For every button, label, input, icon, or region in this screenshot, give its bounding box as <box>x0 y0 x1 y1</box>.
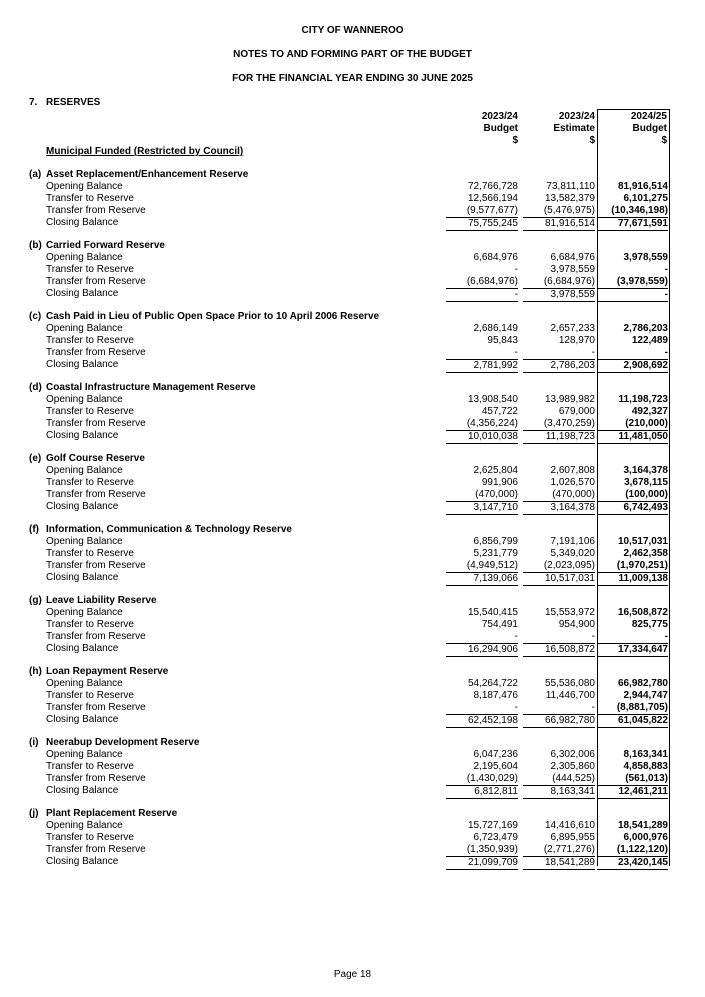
value-budget-2023-24: - <box>514 347 518 358</box>
row-label: Transfer from Reserve <box>46 489 146 500</box>
closing-balance-row <box>0 856 705 868</box>
row-label: Transfer to Reserve <box>46 264 134 275</box>
value-budget-2024-25: 2,908,692 <box>597 359 668 373</box>
reserve-title: Loan Repayment Reserve <box>46 666 169 677</box>
value-budget-2023-24: 6,812,811 <box>446 785 518 799</box>
row-label: Opening Balance <box>46 252 123 263</box>
value-estimate-2023-24: 1,026,570 <box>550 477 595 488</box>
value-estimate-2023-24: 3,978,559 <box>523 288 595 302</box>
table-row <box>0 394 705 406</box>
value-budget-2024-25: 17,334,647 <box>597 643 668 657</box>
value-budget-2024-25: (1,970,251) <box>616 560 668 571</box>
closing-balance-row <box>0 785 705 797</box>
row-label: Opening Balance <box>46 678 123 689</box>
table-row <box>0 690 705 702</box>
value-budget-2023-24: (4,949,512) <box>466 560 518 571</box>
row-label: Closing Balance <box>46 785 119 796</box>
value-estimate-2023-24: 11,198,723 <box>523 430 595 444</box>
value-budget-2024-25: 8,163,341 <box>623 749 668 760</box>
reserve-title: Coastal Infrastructure Management Reserve <box>46 382 256 393</box>
value-estimate-2023-24: 55,536,080 <box>544 678 595 689</box>
value-estimate-2023-24: - <box>591 347 595 358</box>
value-budget-2024-25: (561,013) <box>625 773 668 784</box>
value-estimate-2023-24: - <box>591 631 595 642</box>
value-estimate-2023-24: (3,470,259) <box>543 418 595 429</box>
table-row <box>0 607 705 619</box>
row-label: Transfer to Reserve <box>46 548 134 559</box>
value-budget-2024-25: - <box>664 347 668 358</box>
reserve-title: Asset Replacement/Enhancement Reserve <box>46 169 249 180</box>
value-budget-2023-24: 754,491 <box>481 619 518 630</box>
row-label: Transfer from Reserve <box>46 844 146 855</box>
value-estimate-2023-24: (444,525) <box>552 773 595 784</box>
table-row <box>0 181 705 193</box>
table-row <box>0 465 705 477</box>
table-row <box>0 264 705 276</box>
value-estimate-2023-24: 66,982,780 <box>523 714 595 728</box>
value-budget-2024-25: 2,944,747 <box>623 690 668 701</box>
value-budget-2023-24: 21,099,709 <box>446 856 518 870</box>
page-number: Page 18 <box>333 969 372 980</box>
value-budget-2024-25: 23,420,145 <box>597 856 668 870</box>
value-estimate-2023-24: 2,305,860 <box>550 761 595 772</box>
value-budget-2024-25: 2,462,358 <box>623 548 668 559</box>
table-row <box>0 536 705 548</box>
value-estimate-2023-24: 679,000 <box>558 406 595 417</box>
value-budget-2023-24: 6,856,799 <box>473 536 518 547</box>
closing-balance-row <box>0 572 705 584</box>
value-estimate-2023-24: 73,811,110 <box>546 181 595 192</box>
value-budget-2024-25: 18,541,289 <box>617 820 668 831</box>
value-budget-2023-24: 15,727,169 <box>467 820 518 831</box>
value-budget-2023-24: 3,147,710 <box>446 501 518 515</box>
value-budget-2023-24: 5,231,779 <box>473 548 518 559</box>
reserve-title-row <box>0 524 705 536</box>
value-budget-2024-25: 77,671,591 <box>597 217 668 231</box>
table-row <box>0 560 705 572</box>
row-label: Closing Balance <box>46 856 119 867</box>
table-row <box>0 418 705 430</box>
reserve-title-row <box>0 666 705 678</box>
row-label: Opening Balance <box>46 323 123 334</box>
table-row <box>0 749 705 761</box>
value-estimate-2023-24: 5,349,020 <box>550 548 595 559</box>
value-budget-2024-25: 61,045,822 <box>597 714 668 728</box>
row-label: Closing Balance <box>46 217 119 228</box>
row-label: Closing Balance <box>46 572 119 583</box>
value-estimate-2023-24: 3,164,378 <box>523 501 595 515</box>
reserve-letter: (j) <box>29 808 39 819</box>
value-budget-2024-25: 6,101,275 <box>623 193 668 204</box>
value-budget-2024-25: - <box>664 631 668 642</box>
table-row <box>0 820 705 832</box>
value-estimate-2023-24: (470,000) <box>552 489 595 500</box>
document-subtitle: NOTES TO AND FORMING PART OF THE BUDGET <box>233 49 472 60</box>
value-budget-2024-25: 11,198,723 <box>618 394 668 405</box>
value-budget-2023-24: (6,684,976) <box>466 276 518 287</box>
column-year: 2023/24 <box>481 111 518 122</box>
reserve-letter: (i) <box>29 737 39 748</box>
value-estimate-2023-24: (5,476,975) <box>543 205 595 216</box>
table-row <box>0 193 705 205</box>
row-label: Transfer to Reserve <box>46 193 134 204</box>
reserve-letter: (b) <box>29 240 42 251</box>
value-budget-2023-24: (1,350,939) <box>466 844 518 855</box>
row-label: Transfer to Reserve <box>46 690 134 701</box>
value-budget-2023-24: 6,047,236 <box>473 749 518 760</box>
table-row <box>0 702 705 714</box>
closing-balance-row <box>0 501 705 513</box>
value-estimate-2023-24: 10,517,031 <box>523 572 595 586</box>
reserve-letter: (c) <box>29 311 42 322</box>
row-label: Opening Balance <box>46 607 123 618</box>
value-budget-2023-24: 2,625,804 <box>473 465 518 476</box>
row-label: Opening Balance <box>46 465 123 476</box>
reserve-letter: (f) <box>29 524 39 535</box>
value-estimate-2023-24: 15,553,972 <box>544 607 595 618</box>
value-budget-2023-24: (470,000) <box>475 489 518 500</box>
value-estimate-2023-24: (2,771,276) <box>543 844 595 855</box>
value-estimate-2023-24: 954,900 <box>558 619 595 630</box>
value-budget-2024-25: - <box>597 288 668 302</box>
closing-balance-row <box>0 714 705 726</box>
reserve-title-row <box>0 382 705 394</box>
table-row <box>0 252 705 264</box>
value-estimate-2023-24: 6,895,955 <box>550 832 595 843</box>
value-estimate-2023-24: 2,657,233 <box>550 323 595 334</box>
table-row <box>0 347 705 359</box>
reserve-letter: (d) <box>29 382 42 393</box>
row-label: Transfer to Reserve <box>46 335 134 346</box>
value-estimate-2023-24: 128,970 <box>558 335 595 346</box>
value-budget-2023-24: 7,139,066 <box>446 572 518 586</box>
table-row <box>0 205 705 217</box>
value-budget-2023-24: - <box>514 631 518 642</box>
closing-balance-row <box>0 288 705 300</box>
value-budget-2024-25: (10,346,198) <box>611 205 668 216</box>
funding-category-title: Municipal Funded (Restricted by Council) <box>46 146 244 157</box>
value-budget-2024-25: 16,508,872 <box>617 607 668 618</box>
reserve-title: Leave Liability Reserve <box>46 595 157 606</box>
value-budget-2024-25: (1,122,120) <box>616 844 668 855</box>
value-budget-2023-24: 6,723,479 <box>473 832 518 843</box>
reserve-letter: (h) <box>29 666 42 677</box>
value-budget-2023-24: 75,755,245 <box>446 217 518 231</box>
table-row <box>0 832 705 844</box>
table-row <box>0 489 705 501</box>
document-title: CITY OF WANNEROO <box>301 25 404 36</box>
value-budget-2023-24: 95,843 <box>487 335 518 346</box>
value-estimate-2023-24: 8,163,341 <box>523 785 595 799</box>
section-number: 7. <box>29 97 38 108</box>
row-label: Opening Balance <box>46 749 123 760</box>
column-header-estimate-2023-24 <box>523 111 595 147</box>
row-label: Transfer from Reserve <box>46 631 146 642</box>
value-budget-2023-24: 62,452,198 <box>446 714 518 728</box>
reserve-title-row <box>0 240 705 252</box>
value-budget-2024-25: 3,164,378 <box>623 465 668 476</box>
column-header-budget-2024-25 <box>597 111 667 147</box>
column-unit: $ <box>661 135 667 146</box>
row-label: Closing Balance <box>46 714 119 725</box>
value-estimate-2023-24: 2,786,203 <box>523 359 595 373</box>
value-budget-2024-25: 11,481,050 <box>597 430 668 444</box>
row-label: Transfer from Reserve <box>46 702 146 713</box>
value-estimate-2023-24: 6,684,976 <box>550 252 595 263</box>
value-estimate-2023-24: 13,582,379 <box>544 193 595 204</box>
value-budget-2023-24: 72,766,728 <box>467 181 518 192</box>
value-budget-2024-25: 122,489 <box>631 335 668 346</box>
column-type: Estimate <box>553 123 595 134</box>
value-budget-2023-24: (1,430,029) <box>466 773 518 784</box>
table-row <box>0 276 705 288</box>
table-row <box>0 323 705 335</box>
value-budget-2024-25: 81,916,514 <box>617 181 668 192</box>
value-budget-2023-24: 12,566,194 <box>467 193 518 204</box>
value-budget-2024-25: 2,786,203 <box>623 323 668 334</box>
row-label: Transfer from Reserve <box>46 205 146 216</box>
reserve-title: Golf Course Reserve <box>46 453 145 464</box>
value-budget-2023-24: 10,010,038 <box>446 430 518 444</box>
value-budget-2024-25: 3,978,559 <box>623 252 668 263</box>
table-row <box>0 844 705 856</box>
value-budget-2024-25: (210,000) <box>625 418 668 429</box>
value-estimate-2023-24: 81,916,514 <box>523 217 595 231</box>
value-budget-2023-24: 2,195,604 <box>473 761 518 772</box>
value-budget-2023-24: 457,722 <box>481 406 518 417</box>
table-row <box>0 773 705 785</box>
financial-year-title: FOR THE FINANCIAL YEAR ENDING 30 JUNE 2025 <box>232 73 473 84</box>
column-type: Budget <box>483 123 518 134</box>
value-budget-2024-25: 6,742,493 <box>597 501 668 515</box>
value-estimate-2023-24: 2,607,808 <box>550 465 595 476</box>
reserve-title-row <box>0 737 705 749</box>
row-label: Transfer from Reserve <box>46 347 146 358</box>
table-row <box>0 678 705 690</box>
row-label: Transfer from Reserve <box>46 560 146 571</box>
reserve-title-row <box>0 453 705 465</box>
value-budget-2023-24: 54,264,722 <box>467 678 518 689</box>
reserve-title: Cash Paid in Lieu of Public Open Space Prior to 10 April 2006 Reserve <box>46 311 380 322</box>
row-label: Opening Balance <box>46 820 123 831</box>
value-estimate-2023-24: - <box>591 702 595 713</box>
column-type: Budget <box>632 123 667 134</box>
row-label: Opening Balance <box>46 181 123 192</box>
value-budget-2024-25: 825,775 <box>631 619 668 630</box>
table-row <box>0 631 705 643</box>
reserve-title: Plant Replacement Reserve <box>46 808 178 819</box>
reserve-title-row <box>0 169 705 181</box>
row-label: Closing Balance <box>46 288 119 299</box>
value-estimate-2023-24: 18,541,289 <box>523 856 595 870</box>
row-label: Transfer from Reserve <box>46 276 146 287</box>
value-budget-2023-24: (9,577,677) <box>466 205 518 216</box>
value-estimate-2023-24: 13,989,982 <box>544 394 595 405</box>
row-label: Transfer from Reserve <box>46 773 146 784</box>
section-title: RESERVES <box>46 97 101 108</box>
value-estimate-2023-24: 7,191,106 <box>550 536 595 547</box>
reserve-letter: (g) <box>29 595 42 606</box>
value-estimate-2023-24: (6,684,976) <box>543 276 595 287</box>
value-estimate-2023-24: (2,023,095) <box>543 560 595 571</box>
table-row <box>0 548 705 560</box>
value-budget-2023-24: 15,540,415 <box>467 607 518 618</box>
value-budget-2024-25: 6,000,976 <box>623 832 668 843</box>
closing-balance-row <box>0 217 705 229</box>
value-budget-2024-25: 3,678,115 <box>624 477 668 488</box>
reserve-title: Information, Communication & Technology Reserve <box>46 524 292 535</box>
budget-2024-25-column-top-border <box>597 109 670 110</box>
value-budget-2023-24: 2,686,149 <box>473 323 518 334</box>
value-budget-2024-25: 4,858,883 <box>623 761 668 772</box>
value-budget-2024-25: 66,982,780 <box>617 678 668 689</box>
row-label: Opening Balance <box>46 394 123 405</box>
row-label: Closing Balance <box>46 501 119 512</box>
row-label: Transfer to Reserve <box>46 477 134 488</box>
value-estimate-2023-24: 6,302,006 <box>550 749 595 760</box>
value-budget-2023-24: 13,908,540 <box>467 394 518 405</box>
value-budget-2024-25: 492,327 <box>631 406 668 417</box>
value-budget-2024-25: 10,517,031 <box>617 536 668 547</box>
reserve-title: Carried Forward Reserve <box>46 240 165 251</box>
row-label: Transfer from Reserve <box>46 418 146 429</box>
closing-balance-row <box>0 430 705 442</box>
value-budget-2024-25: (100,000) <box>625 489 668 500</box>
value-budget-2024-25: (8,881,705) <box>616 702 668 713</box>
reserve-title-row <box>0 808 705 820</box>
column-unit: $ <box>512 135 518 146</box>
value-budget-2023-24: - <box>514 702 518 713</box>
value-budget-2024-25: - <box>664 264 668 275</box>
value-budget-2023-24: 991,906 <box>481 477 518 488</box>
value-budget-2024-25: 12,461,211 <box>597 785 668 799</box>
table-row <box>0 406 705 418</box>
row-label: Closing Balance <box>46 430 119 441</box>
value-budget-2024-25: (3,978,559) <box>616 276 668 287</box>
value-budget-2023-24: - <box>446 288 518 302</box>
column-header-budget-2023-24 <box>446 111 518 147</box>
reserve-title-row <box>0 311 705 323</box>
row-label: Transfer to Reserve <box>46 761 134 772</box>
value-estimate-2023-24: 14,416,610 <box>544 820 595 831</box>
row-label: Transfer to Reserve <box>46 832 134 843</box>
row-label: Opening Balance <box>46 536 123 547</box>
reserve-letter: (e) <box>29 453 42 464</box>
value-estimate-2023-24: 16,508,872 <box>523 643 595 657</box>
reserve-title-row <box>0 595 705 607</box>
closing-balance-row <box>0 359 705 371</box>
value-budget-2023-24: - <box>514 264 518 275</box>
value-budget-2023-24: 6,684,976 <box>473 252 518 263</box>
closing-balance-row <box>0 643 705 655</box>
value-budget-2023-24: 8,187,476 <box>473 690 518 701</box>
row-label: Closing Balance <box>46 359 119 370</box>
value-budget-2023-24: 2,781,992 <box>446 359 518 373</box>
row-label: Closing Balance <box>46 643 119 654</box>
row-label: Transfer to Reserve <box>46 619 134 630</box>
table-row <box>0 761 705 773</box>
value-budget-2023-24: 16,294,906 <box>446 643 518 657</box>
value-estimate-2023-24: 3,978,559 <box>550 264 595 275</box>
column-year: 2024/25 <box>630 111 667 122</box>
reserve-letter: (a) <box>29 169 42 180</box>
value-budget-2024-25: 11,009,138 <box>597 572 668 586</box>
column-unit: $ <box>589 135 595 146</box>
table-row <box>0 619 705 631</box>
value-estimate-2023-24: 11,446,700 <box>545 690 595 701</box>
table-row <box>0 335 705 347</box>
table-row <box>0 477 705 489</box>
value-budget-2023-24: (4,356,224) <box>466 418 518 429</box>
reserve-title: Neerabup Development Reserve <box>46 737 200 748</box>
row-label: Transfer to Reserve <box>46 406 134 417</box>
column-year: 2023/24 <box>558 111 595 122</box>
